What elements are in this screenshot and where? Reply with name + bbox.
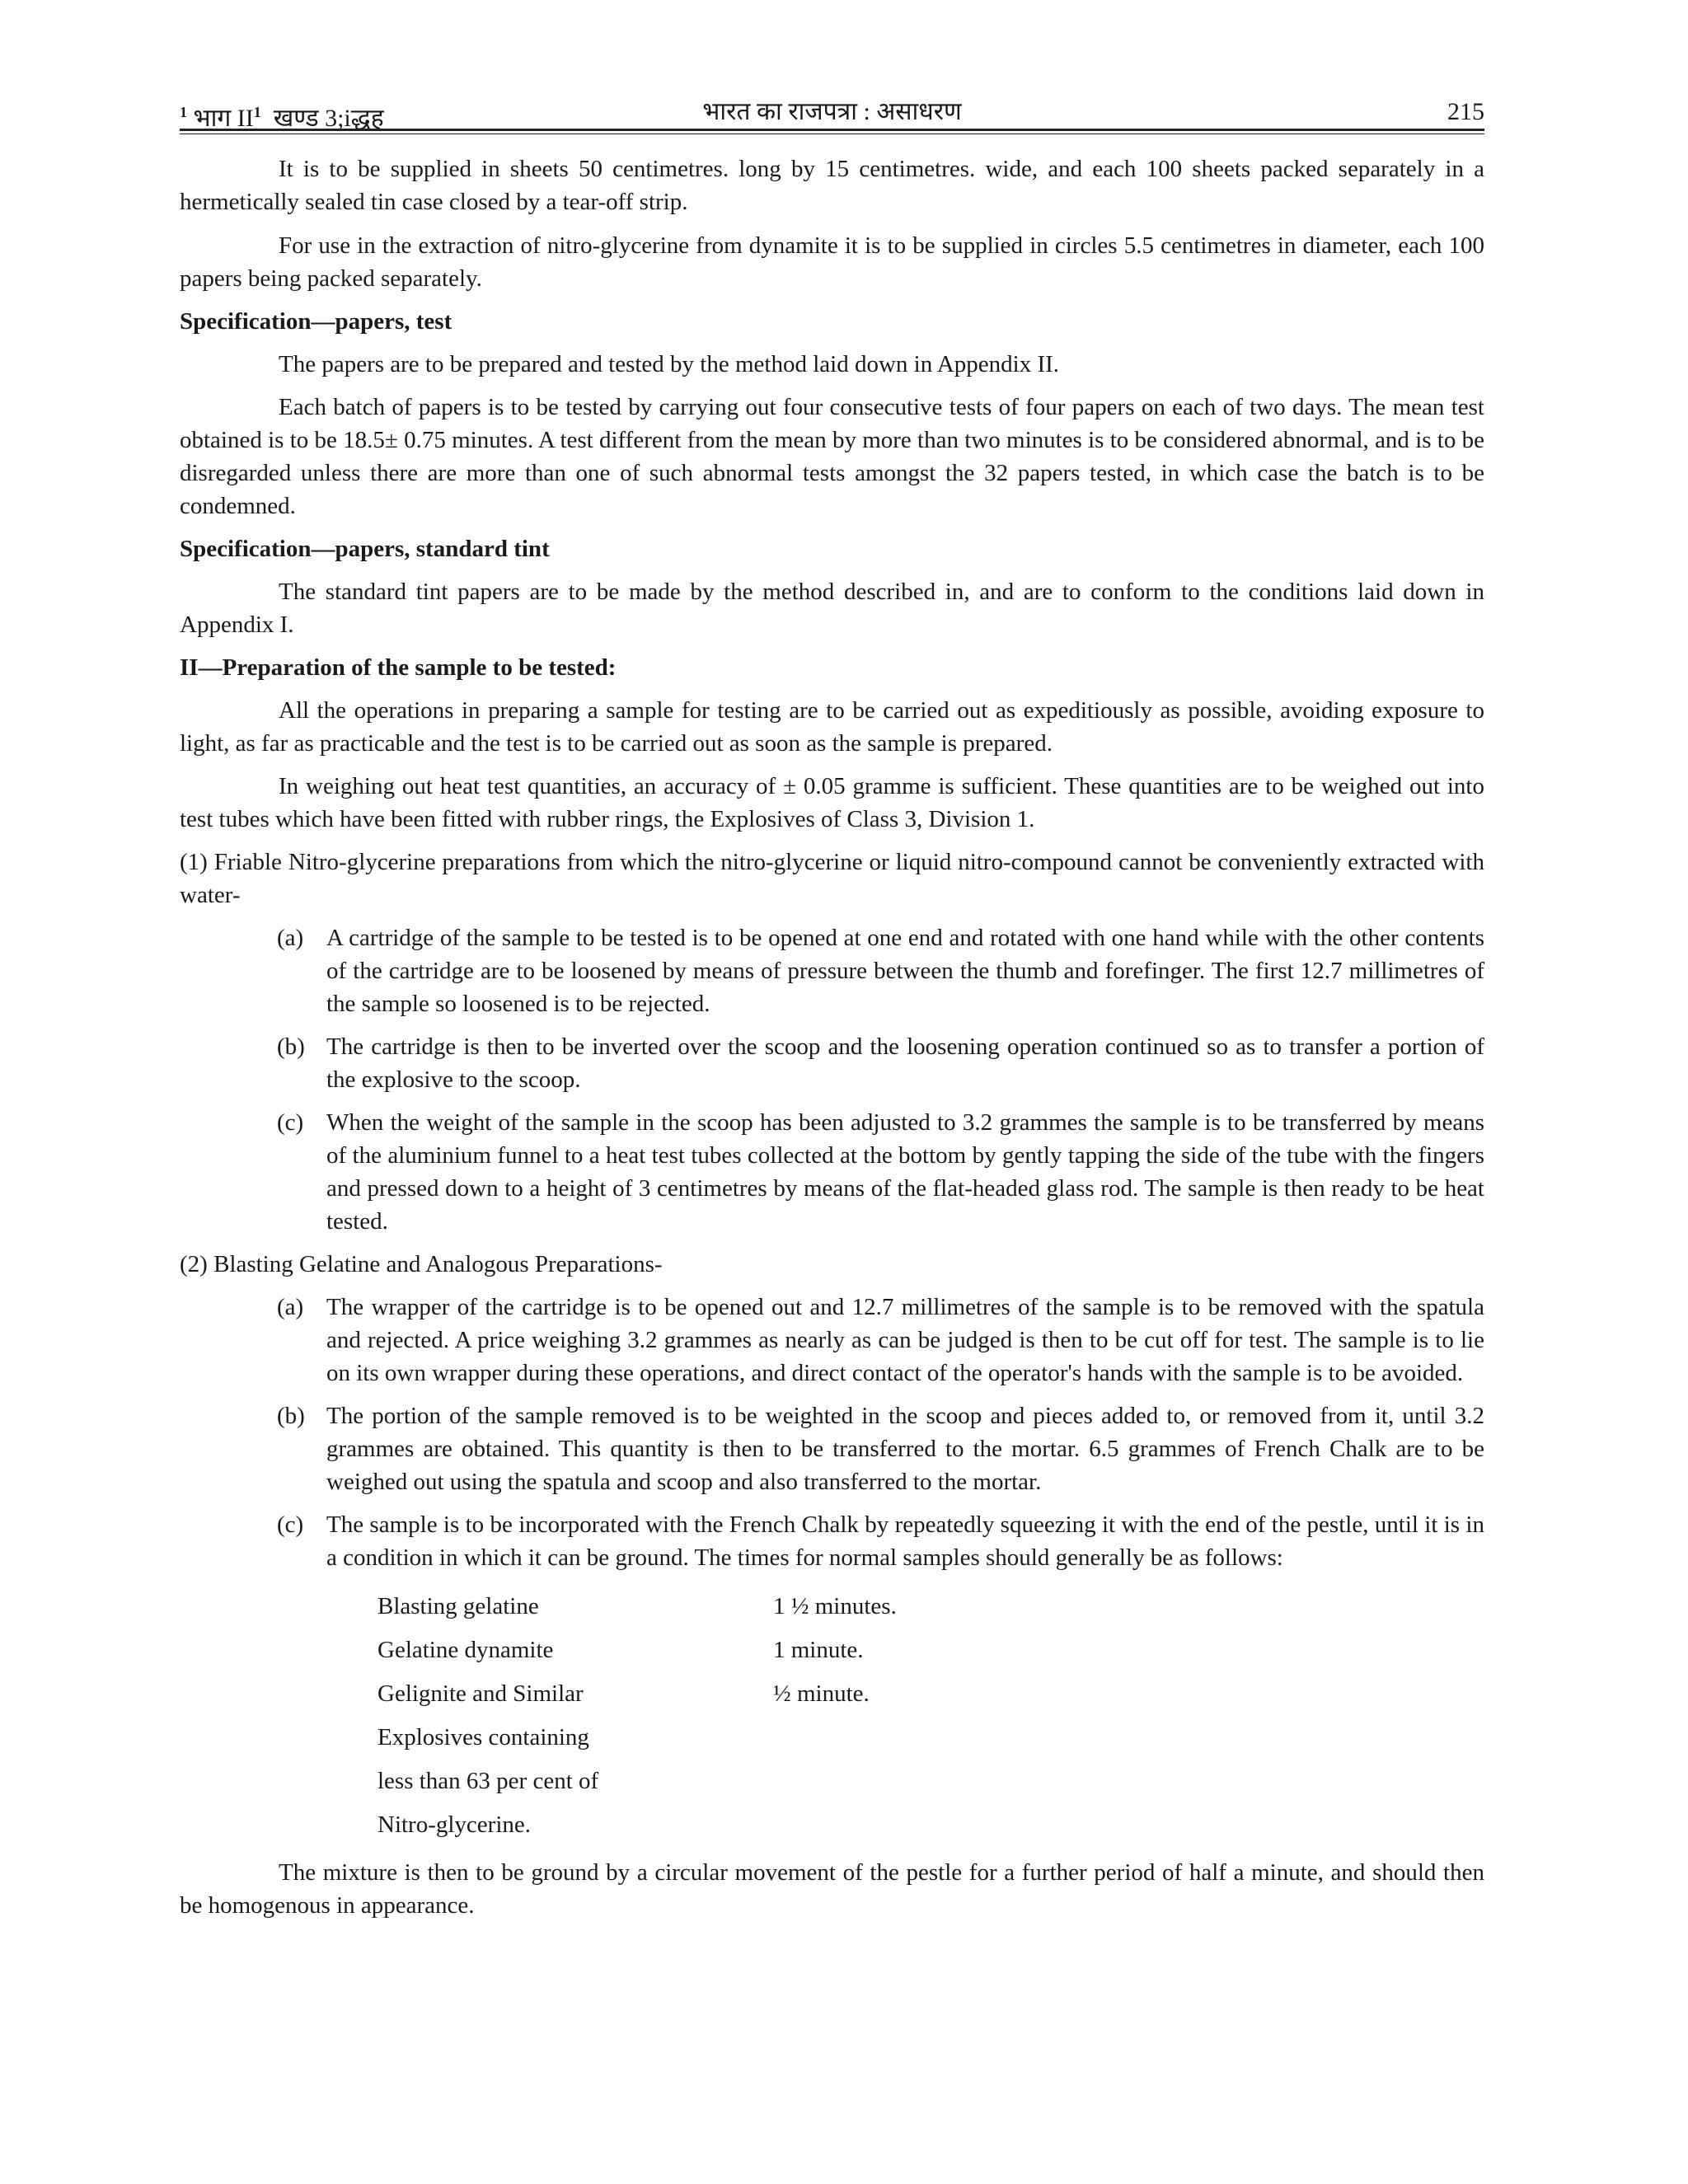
heading-preparation: II—Preparation of the sample to be tested: — [180, 654, 617, 681]
item-text: The cartridge is then to be inverted over the scoop and the loosening operation continued so as to transfer a portion of the explosive to the scoop. — [326, 1033, 1484, 1093]
table-cell-explosive: less than 63 per cent of — [377, 1767, 599, 1794]
table-row — [377, 1584, 1484, 1628]
item-text: When the weight of the sample in the scoop has been adjusted to 3.2 grammes the sample is to be transferred by means of the aluminium funnel to a heat test tubes collected at the bottom by gently tapping the side of the tube with the fingers and pressed down to a height of 3 centimetres by means of the flat-headed glass rod. The sample is then ready to be heat tested. — [326, 1109, 1484, 1235]
table-cell-explosive: Gelignite and Similar — [377, 1680, 584, 1707]
item-label: (a) — [277, 925, 304, 951]
table-row — [377, 1671, 1484, 1715]
table-cell-time: ½ minute. — [773, 1680, 870, 1707]
table-row — [377, 1628, 1484, 1671]
list-item — [180, 1508, 1484, 1574]
table-row — [377, 1759, 1484, 1802]
paragraph-batch-testing: Each batch of papers is to be tested by carrying out four consecutive tests of four papers on each of two days. The mean test obtained is to be 18.5± 0.75 minutes. A test different from the mean by more than two minutes is to be considered abnormal, and is to be disregarded unless there are more than one of such abnormal tests amongst the 32 papers tested, in which case the batch is to be condemned. — [180, 394, 1484, 519]
paragraph-sheets: It is to be supplied in sheets 50 centimetres. long by 15 centimetres. wide, and each 100 sheets packed separately in a hermetically sealed tin case closed by a tear-off strip. — [180, 156, 1484, 215]
item-text: A cartridge of the sample to be tested is to be opened at one end and rotated with one hand while with the other contents of the cartridge are to be loosened by means of pressure between the thumb and forefinger. The first 12.7 millimetres of the sample so loosened is to be rejected. — [326, 925, 1484, 1017]
page-number: 215 — [1447, 98, 1484, 125]
table-cell-time: 1 minute. — [773, 1636, 864, 1663]
list-item — [180, 1291, 1484, 1390]
header-superscript: 1 — [180, 104, 187, 120]
item-label: (c) — [277, 1511, 304, 1538]
item-text: The portion of the sample removed is to be weighted in the scoop and pieces added to, or removed from it, until 3.2 grammes are obtained. This quantity is then to be transferred to the mortar. 6.5 grammes of French Chalk are to be weighed out using the spatula and scoop and also transferred to the mortar. — [326, 1403, 1484, 1495]
section-blasting-gelatine: (2) Blasting Gelatine and Analogous Preparations- — [180, 1251, 663, 1277]
header-section-text: खण्ड 3;iद्धह — [273, 105, 384, 132]
table-row — [377, 1802, 1484, 1846]
item-label: (b) — [277, 1403, 305, 1429]
paragraph-operations: All the operations in preparing a sample for testing are to be carried out as expeditiously as possible, avoiding exposure to light, as far as practicable and the test is to be carried out as soon as the sample is prepared. — [180, 697, 1484, 757]
item-label: (c) — [277, 1109, 304, 1136]
list-item — [180, 1399, 1484, 1498]
item-text: The wrapper of the cartridge is to be opened out and 12.7 millimetres of the sample is to be removed with the spatula and rejected. A price weighing 3.2 grammes as nearly as can be judged is then to be cut off for test. The sample is to lie on its own wrapper during these operations, and direct contact of the operator's hands with the sample is to be avoided. — [326, 1294, 1484, 1386]
list-item — [180, 921, 1484, 1020]
table-row — [377, 1715, 1484, 1759]
list-item — [180, 1030, 1484, 1096]
table-cell-time: 1 ½ minutes. — [773, 1592, 897, 1619]
table-cell-explosive: Explosives containing — [377, 1723, 589, 1750]
page-header — [180, 91, 1484, 131]
table-cell-explosive: Blasting gelatine — [377, 1592, 539, 1619]
paragraph-grinding: The mixture is then to be ground by a circular movement of the pestle for a further period of half a minute, and should then be homogenous in appearance. — [180, 1859, 1484, 1919]
list-item — [180, 1106, 1484, 1238]
item-text: The sample is to be incorporated with the French Chalk by repeatedly squeezing it with the end of the pestle, until it is in a condition in which it can be ground. The times for normal samples should generally be as follows: — [326, 1511, 1484, 1571]
table-cell-explosive: Nitro-glycerine. — [377, 1811, 532, 1838]
paragraph-circles: For use in the extraction of nitro-glycerine from dynamite it is to be supplied in circles 5.5 centimetres in diameter, each 100 papers being packed separately. — [180, 232, 1484, 292]
heading-papers-test: Specification—papers, test — [180, 308, 452, 335]
section-friable: (1) Friable Nitro-glycerine preparations from which the nitro-glycerine or liquid nitro-compound cannot be conveniently extracted with water- — [180, 849, 1484, 908]
gazette-page — [180, 91, 1484, 1922]
paragraph-weighing: In weighing out heat test quantities, an accuracy of ± 0.05 gramme is sufficient. These quantities are to be weighed out into test tubes which have been fitted with rubber rings, the Explosives of Class 3, Division 1. — [180, 773, 1484, 832]
heading-standard-tint: Specification—papers, standard tint — [180, 536, 550, 562]
paragraph-method: The papers are to be prepared and tested by the method laid down in Appendix II. — [279, 351, 1060, 377]
times-table — [180, 1584, 1484, 1846]
header-part-text: भाग II — [193, 105, 254, 132]
item-label: (a) — [277, 1294, 304, 1320]
item-label: (b) — [277, 1033, 305, 1060]
paragraph-standard-tint: The standard tint papers are to be made by the method described in, and are to conform to the conditions laid down in Appendix I. — [180, 579, 1484, 638]
table-cell-explosive: Gelatine dynamite — [377, 1636, 554, 1663]
header-superscript-2: 1 — [253, 104, 261, 120]
header-gazette-title: भारत का राजपत्रा : असाधरण — [702, 98, 962, 125]
